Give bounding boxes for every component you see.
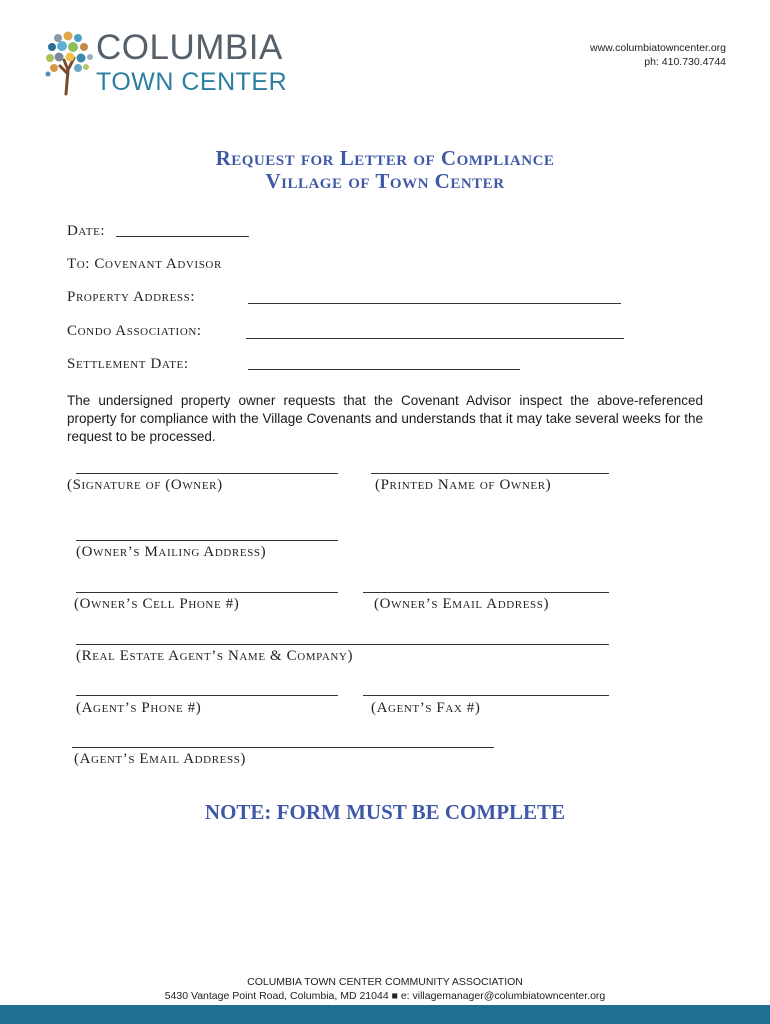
signature-line[interactable] [76,473,338,474]
completion-note: NOTE: FORM MUST BE COMPLETE [204,800,566,824]
form-subtitle: Village of Town Center [265,169,505,193]
statement-paragraph: The undersigned property owner requests that the Covenant Advisor inspect the above-referenced property for compliance with the Village Covenants and understands that it may take several weeks for the request to be processed. [67,393,703,444]
agent-fax-label: (Agent’s Fax #) [371,700,481,716]
agent-phone-line[interactable] [76,695,338,696]
property-address-field[interactable] [248,303,621,304]
condo-association-label: Condo Association: [67,323,202,339]
settlement-date-label: Settlement Date: [67,356,189,372]
brand-subname: TOWN CENTER [96,68,288,96]
settlement-date-field[interactable] [248,369,520,370]
agent-phone-label: (Agent’s Phone #) [76,700,202,716]
printed-name-line[interactable] [371,473,609,474]
footer-org-name: COLUMBIA TOWN CENTER COMMUNITY ASSOCIATION [247,976,523,988]
signature-label: (Signature of (Owner) [67,477,223,493]
email-label: (Owner’s Email Address) [374,596,550,612]
agent-fax-line[interactable] [363,695,609,696]
footer-bar [0,1005,770,1024]
to-label: To: Covenant Advisor [67,256,222,272]
condo-association-field[interactable] [246,338,624,339]
website-link[interactable]: www.columbiatowncenter.org [590,42,726,54]
date-field[interactable] [116,236,249,237]
footer-address: 5430 Vantage Point Road, Columbia, MD 21044 ■ e: villagemanager@columbiatowncenter.org [164,990,606,1002]
agent-email-label: (Agent’s Email Address) [74,751,247,767]
tree-logo-icon [44,30,94,101]
form-title: Request for Letter of Compliance [215,146,555,170]
brand-name: COLUMBIA [96,28,283,67]
agent-name-line[interactable] [76,644,609,645]
mailing-address-label: (Owner’s Mailing Address) [76,544,267,560]
agent-email-line[interactable] [72,747,494,748]
agent-name-label: (Real Estate Agent’s Name & Company) [76,648,354,664]
property-address-label: Property Address: [67,289,196,305]
email-line[interactable] [363,592,609,593]
cell-phone-line[interactable] [76,592,338,593]
date-label: Date: [67,223,106,239]
mailing-address-line[interactable] [76,540,338,541]
printed-name-label: (Printed Name of Owner) [375,477,552,493]
cell-phone-label: (Owner’s Cell Phone #) [74,596,240,612]
phone-number: ph: 410.730.4744 [644,56,726,68]
